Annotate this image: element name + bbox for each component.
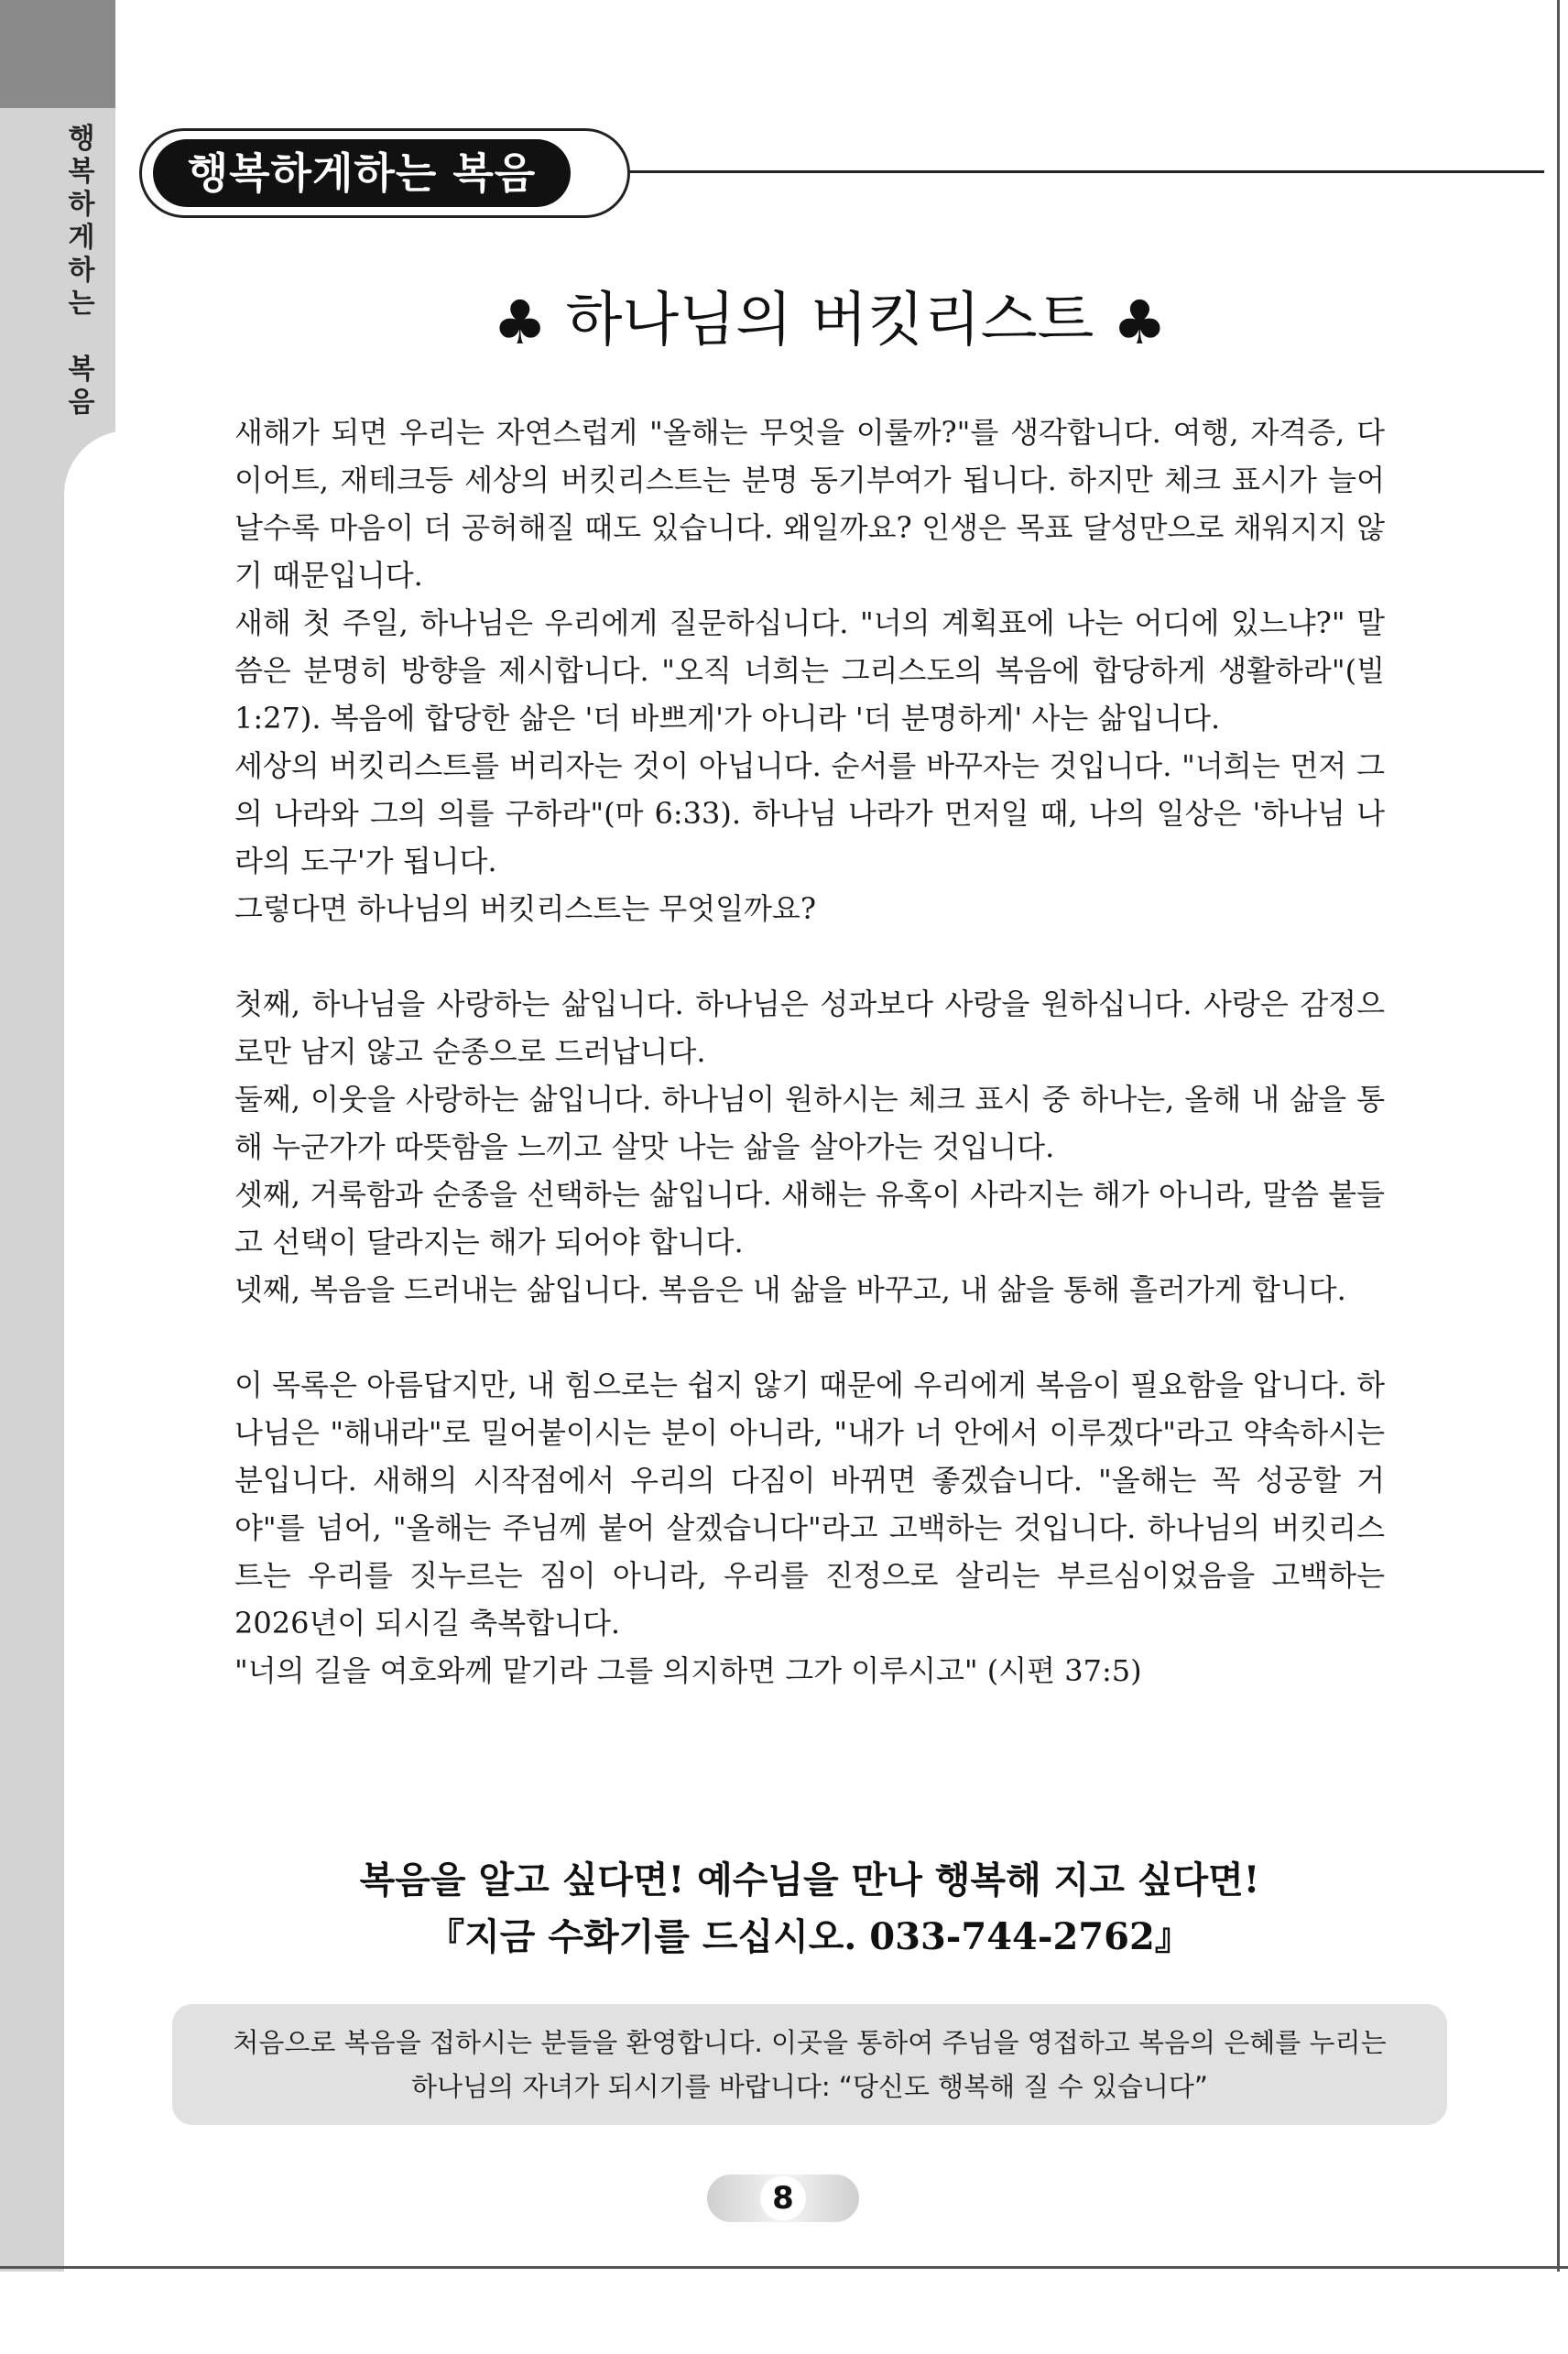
paragraph: 셋째, 거룩함과 순종을 선택하는 삶입니다. 새해는 유혹이 사라지는 해가 아니라, 말씀 붙들고 선택이 달라지는 해가 되어야 합니다. (234, 1177, 1385, 1259)
page-title-text: 하나님의 버킷리스트 (565, 287, 1094, 354)
welcome-line: 하나님의 자녀가 되시기를 바랍니다: “당신도 행복해 질 수 있습니다” (411, 2071, 1208, 2102)
sidebar-vertical-title: 행 복 하 게 하 는 복 음 (68, 123, 95, 419)
paragraph: 둘째, 이웃을 사랑하는 삶입니다. 하나님이 원하시는 체크 표시 중 하나는, 올해 내 삶을 통해 누군가가 따뜻함을 느끼고 살맛 나는 삶을 살아가는 것입니다. (234, 1082, 1385, 1164)
club-icon: ♣ (493, 288, 548, 358)
paragraph: 세상의 버킷리스트를 버리자는 것이 아닙니다. 순서를 바꾸자는 것입니다. "너희는 먼저 그의 나라와 그의 의를 구하라"(마 6:33). 하나님 나라가 먼저일 때, 나의 일상은 '하나님 나라의 도구'가 됩니다. (234, 748, 1385, 878)
page-number-badge (707, 2174, 859, 2222)
paragraph: 첫째, 하나님을 사랑하는 삶입니다. 하나님은 성과보다 사랑을 원하십니다. 사랑은 감정으로만 남지 않고 순종으로 드러납니다. (234, 986, 1385, 1069)
article-body (234, 409, 1385, 1695)
callout-line: 복음을 알고 싶다면! 예수님을 만나 행복해 지고 싶다면! (359, 1858, 1260, 1902)
sidebar-top-block (0, 0, 115, 108)
paragraph: 그렇다면 하나님의 버킷리스트는 무엇일까요? (234, 891, 817, 926)
page-edge-bottom (0, 2266, 1568, 2269)
page-number: 8 (760, 2176, 806, 2220)
paragraph: 이 목록은 아름답지만, 내 힘으로는 쉽지 않기 때문에 우리에게 복음이 필요함을 압니다. 하나님은 "해내라"로 밀어붙이시는 분이 아니라, "내가 너 안에서 이루겠다"라고 약속하시는 분입니다. 새해의 시작점에서 우리의 다짐이 바뀌면 좋겠습니다. "올해는 꼭 성공할 거야"를 넘어, "올해는 주님께 붙어 살겠습니다"라고 고백하는 것입니다. 하나님의 버킷리스트는 우리를 짓누르는 짐이 아니라, 우리를 진정으로 살리는 부르심이었음을 고백하는 2026년이 되시길 축복합니다. (234, 1368, 1385, 1640)
paragraph: 새해가 되면 우리는 자연스럽게 "올해는 무엇을 이룰까?"를 생각합니다. 여행, 자격증, 다이어트, 재테크등 세상의 버킷리스트는 분명 동기부여가 됩니다. 하지만 체크 표시가 늘어날수록 마음이 더 공허해질 때도 있습니다. 왜일까요? 인생은 목표 달성만으로 채워지지 않기 때문입니다. (234, 415, 1385, 593)
phone-line: 『지금 수화기를 드십시오. 033-744-2762』 (428, 1915, 1192, 1958)
page-title (115, 275, 1544, 366)
contact-callout (234, 1852, 1385, 1966)
welcome-line: 처음으로 복음을 접하시는 분들을 환영합니다. 이곳을 통하여 주님을 영접하고 복음의 은혜를 누리는 (233, 2027, 1387, 2058)
scripture-quote: "너의 길을 여호와께 맡기라 그를 의지하면 그가 이루시고" (시편 37:5) (234, 1653, 1142, 1688)
club-icon: ♣ (1112, 288, 1167, 358)
header-divider (628, 170, 1544, 173)
section-header (139, 128, 630, 218)
welcome-box (172, 2004, 1447, 2125)
paragraph: 새해 첫 주일, 하나님은 우리에게 질문하십니다. "너의 계획표에 나는 어디에 있느냐?" 말씀은 분명히 방향을 제시합니다. "오직 너희는 그리스도의 복음에 합당하게 생활하라"(빌 1:27). 복음에 합당한 삶은 '더 바쁘게'가 아니라 '더 분명하게' 사는 삶입니다. (234, 605, 1385, 736)
paragraph-spacer (234, 932, 1385, 980)
section-header-label: 행복하게하는 복음 (153, 139, 571, 207)
page-edge-right (1557, 0, 1560, 2272)
paragraph: 넷째, 복음을 드러내는 삶입니다. 복음은 내 삶을 바꾸고, 내 삶을 통해 흘러가게 합니다. (234, 1272, 1346, 1307)
paragraph-spacer (234, 1313, 1385, 1361)
